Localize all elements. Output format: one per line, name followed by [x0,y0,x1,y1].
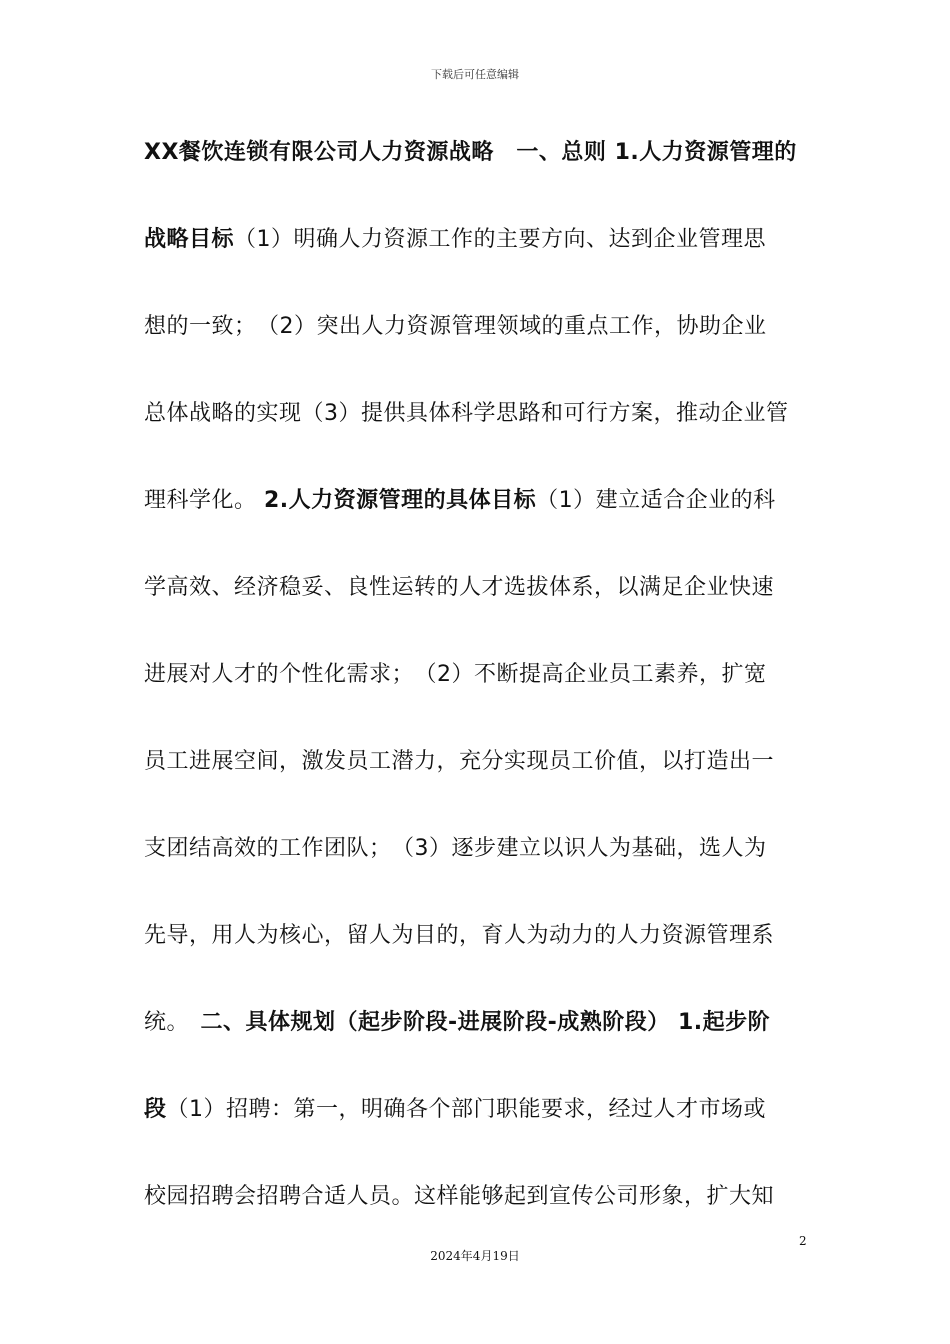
bold-text-segment: 战略目标 [144,227,235,252]
bold-text-segment: 2.人力资源管理的具体目标 [264,488,537,513]
text-line [144,827,814,914]
document-body [144,131,814,1262]
text-segment: 员工进展空间，激发员工潜力，充分实现员工价值，以打造出一 [144,749,775,774]
text-segment: 统。 [144,1010,201,1035]
page-header: 下载后可任意编辑 [431,68,519,81]
bold-text-segment: XX餐饮连锁有限公司人力资源战略 一、总则 1.人力资源管理的 [144,140,797,165]
text-line [144,218,814,305]
text-line [144,131,814,218]
text-line [144,740,814,827]
text-segment: （1）建立适合企业的科 [536,488,776,513]
text-line [144,653,814,740]
text-line [144,914,814,1001]
text-segment: 想的一致； （2）突出人力资源管理领域的重点工作，协助企业 [144,314,767,339]
text-line [144,1088,814,1175]
bold-text-segment: 二、具体规划（起步阶段-进展阶段-成熟阶段） 1.起步阶 [200,1010,771,1035]
bold-text-segment: 段 [144,1097,167,1122]
text-line [144,479,814,566]
text-segment: 总体战略的实现（3）提供具体科学思路和可行方案，推动企业管 [144,401,789,426]
text-line [144,392,814,479]
page-number: 2 [799,1234,807,1248]
text-line [144,1001,814,1088]
text-segment: （1）明确人力资源工作的主要方向、达到企业管理思 [234,227,767,252]
text-segment: 先导，用人为核心，留人为目的，育人为动力的人力资源管理系 [144,923,775,948]
text-segment: 理科学化。 [144,488,264,513]
text-segment: 学高效、经济稳妥、良性运转的人才选拔体系，以满足企业快速 [144,575,775,600]
text-line [144,566,814,653]
text-segment: （1）招聘：第一，明确各个部门职能要求，经过人才市场或 [166,1097,767,1122]
text-segment: 进展对人才的个性化需求； （2）不断提高企业员工素养，扩宽 [144,662,767,687]
text-segment: 支团结高效的工作团队； （3）逐步建立以识人为基础，选人为 [144,836,767,861]
page-footer-date: 2024年4月19日 [430,1249,520,1263]
text-line [144,305,814,392]
text-segment: 校园招聘会招聘合适人员。这样能够起到宣传公司形象，扩大知 [144,1184,775,1209]
